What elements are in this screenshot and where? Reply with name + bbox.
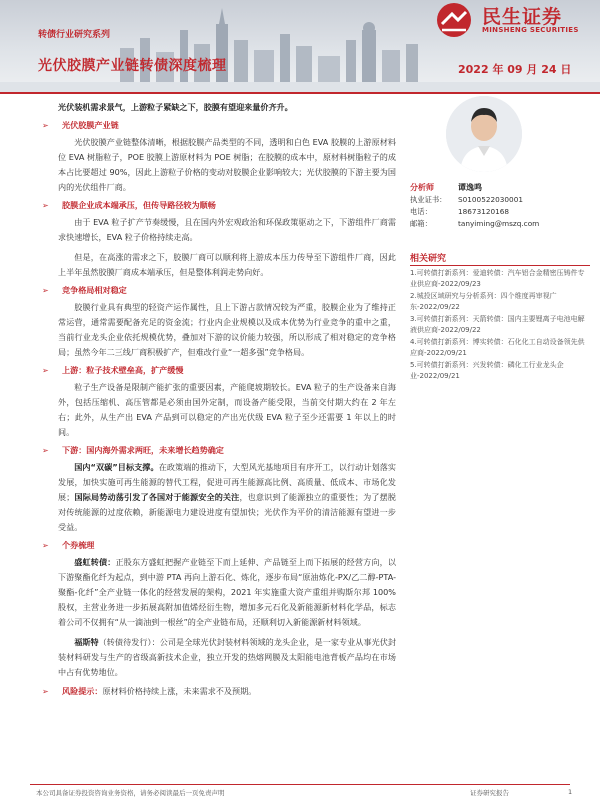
related-research-item[interactable]: 1.可转债打新系列：爱迪转债：汽车铝合金精密压铸件专业供应商-2022/09/23 — [410, 269, 585, 288]
footer-disclaimer: 本公司具备证券投资咨询业务资格，请务必阅读最后一页免责声明 — [36, 789, 225, 797]
section-paragraph: 光伏胶膜产业链整体清晰，根据胶膜产品类型的不同，透明和白色 EVA 胶膜的上游原材料位 EVA 树脂粒子，POE 胶膜上游原材料为 POE 树脂；在胶膜的成本中，原材料树脂粒子的成本占比要超过 90%，因此上游粒子价格的变动对胶膜企业影响较大；光伏胶膜的下游主要为国内的光伏组件厂商。 — [58, 137, 396, 192]
section-title: 上游：粒子技术壁垒高，扩产缓慢 — [62, 365, 184, 375]
analyst-phone-row — [410, 206, 590, 218]
bold-lead: 国内“双碳”目标支撑。 — [74, 462, 159, 472]
arrow-icon: ➢ — [42, 366, 49, 375]
section-title: 光伏胶膜产业链 — [62, 120, 119, 130]
related-research-title: 相关研究 — [410, 254, 447, 264]
section-heading-bonds — [42, 538, 396, 553]
bond-name: 盛虹转债： — [74, 557, 116, 567]
person-icon — [446, 96, 522, 172]
risk-title: 风险提示： — [62, 686, 103, 696]
bond-description: （转债待发行）：公司是全球光伏封装材料领域的龙头企业，是一家专业从事光伏封装材料研发与生产的省级高新技术企业，独立开发的热熔网膜及太阳能电池背板产品均在市场中占有优势地位。 — [58, 637, 396, 677]
section-title: 个券梳理 — [62, 540, 95, 550]
section-paragraph: 粒子生产设备是限制产能扩张的重要因素，产能爬坡期较长。EVA 粒子的生产设备来自海外，包括压缩机、高压管都是必须由国外定制，而设备产能受限，当前交付期大约在 2 年左右；此外，从生产出 EVA 产品到可以稳定的产出光伏级 EVA 粒子至少还需要 1 年以上的时间。 — [58, 382, 396, 437]
section-heading-downstream — [42, 443, 396, 458]
section-heading-upstream — [42, 363, 396, 378]
intro-summary: 光伏装机需求景气，上游粒子紧缺之下，胶膜有望迎来量价齐升。 — [58, 102, 293, 112]
risk-warning — [42, 684, 396, 699]
bond-name: 福斯特 — [74, 637, 99, 647]
arrow-icon: ➢ — [42, 201, 49, 210]
footer-divider — [30, 784, 570, 785]
section-heading-pv-film-chain — [42, 118, 396, 133]
phone-label: 电话： — [410, 207, 432, 216]
arrow-icon: ➢ — [42, 446, 49, 455]
analyst-label: 分析师 — [410, 183, 434, 192]
section-paragraph: 但是，在高涨的需求之下，胶膜厂商可以顺利将上游成本压力传导至下游组件厂商，因此上半年虽然胶膜厂商成本端承压，但是整体利润走势向好。 — [58, 252, 396, 277]
related-research-item[interactable]: 5.可转债打新系列：兴发转债：磷化工行业龙头企业-2022/09/21 — [410, 361, 564, 380]
related-divider — [410, 265, 590, 266]
report-title: 光伏胶膜产业链转债深度梳理 — [38, 58, 227, 74]
report-body — [42, 100, 396, 701]
logo-english-name: MINSHENG SECURITIES — [482, 26, 579, 34]
analyst-name-row — [410, 182, 590, 194]
related-research-item[interactable]: 3.可转债打新系列：天箭转债：国内主要锂离子电池电解液供应商-2022/09/22 — [410, 315, 585, 334]
analyst-name: 谭逸鸣 — [458, 183, 482, 192]
arrow-icon: ➢ — [42, 121, 49, 130]
section-paragraph — [58, 460, 396, 535]
bond-paragraph — [58, 555, 396, 630]
analyst-info — [410, 182, 590, 230]
report-series: 转债行业研究系列 — [38, 30, 111, 40]
analyst-email-row — [410, 218, 590, 230]
related-research-item[interactable]: 2.城投区域研究与分析系列：四个维度再审视广东-2022/09/22 — [410, 292, 557, 311]
section-heading-cost-pressure — [42, 198, 396, 213]
risk-text: 原材料价格持续上涨，未来需求不及预期。 — [102, 686, 257, 696]
header-banner — [0, 0, 600, 92]
related-research-item[interactable]: 4.可转债打新系列：博实转债：石化化工自动设备领先供应商-2022/09/21 — [410, 338, 585, 357]
arrow-icon: ➢ — [42, 541, 49, 550]
cert-label: 执业证书： — [410, 195, 447, 204]
minsheng-logo-icon — [434, 2, 476, 38]
section-title: 竞争格局相对稳定 — [62, 285, 127, 295]
logo-name: 民生证券 — [482, 6, 563, 28]
section-title: 下游：国内海外需求两旺，未来增长趋势确定 — [62, 445, 224, 455]
paragraph-text: 在政策端的推动下，大型风光基地项目有序开工，以行动计划落实发展，加快实施可再生能源的替代工程，促进可再生能源高比例、高质量、低成本、市场化发展； — [58, 462, 396, 502]
section-paragraph: 胶膜行业具有典型的轻资产运作属性，且上下游占款情况较为严重，胶膜企业为了维持正常运营，通常需要配备充足的资金流；行业内企业规模以及成本优势为行业竞争的重中之重，当前行业龙头企业依托规模优势，叠加对下游的议价能力较强，所以形成了相对稳定的竞争格局；虽然今年二三线厂商积极扩产，但难改行业“一超多强”竞争格局。 — [58, 302, 396, 357]
email-label: 邮箱： — [410, 219, 432, 228]
phone-number: 18673120168 — [458, 207, 510, 216]
section-title: 胶膜企业成本端承压，但传导路径较为顺畅 — [62, 200, 216, 210]
analyst-photo — [446, 96, 522, 172]
cert-number: S0100522030001 — [458, 195, 523, 204]
report-date: 2022 年 09 月 24 日 — [458, 63, 572, 76]
analyst-cert-row — [410, 194, 590, 206]
minsheng-logo — [434, 2, 586, 38]
section-heading-competition — [42, 283, 396, 298]
arrow-icon: ➢ — [42, 687, 49, 696]
arrow-icon: ➢ — [42, 286, 49, 295]
email-address[interactable]: tanyiming@mszq.com — [458, 219, 540, 228]
page-number: 1 — [568, 788, 573, 796]
bond-description: 正股东方盛虹把握产业链至下而上延伸、产品链至上而下拓展的经营方向，以下游聚酯化纤为起点，到中游 PTA 再向上游石化、炼化，逐步布局“原油炼化-PX/乙二醇-PTA-聚酯-化纤”全产业链一体化的经营发展的架构，2021 年实施重大资产重组并购斯尔邦 100%股权，主营业务进一步拓展高附加值烯烃衍生物，增加多元石化及新能源新材料化学品，标志着公司不仅拥有“从一滴油到一根丝”的全产业链布局，还顺利切入新能源新材料领域。 — [58, 557, 396, 627]
related-research-list — [410, 268, 588, 383]
bond-paragraph — [58, 635, 396, 680]
section-paragraph: 由于 EVA 粒子扩产节奏缓慢，且在国内外宏观政治和环保政策驱动之下，下游组件厂商需求快速增长，EVA 粒子价格持续走高。 — [58, 217, 396, 242]
footer-report-type: 证券研究报告 — [470, 789, 509, 797]
bold-highlight: 国际局势动荡引发了各国对于能源安全的关注 — [74, 492, 240, 502]
paragraph-text: ，也意识到了能源独立的重要性；为了摆脱对传统能源的过度依赖，新能源电力建设进度有望加快；光伏作为平价的清洁能源有望进一步受益。 — [58, 492, 396, 532]
header-divider — [0, 92, 600, 94]
